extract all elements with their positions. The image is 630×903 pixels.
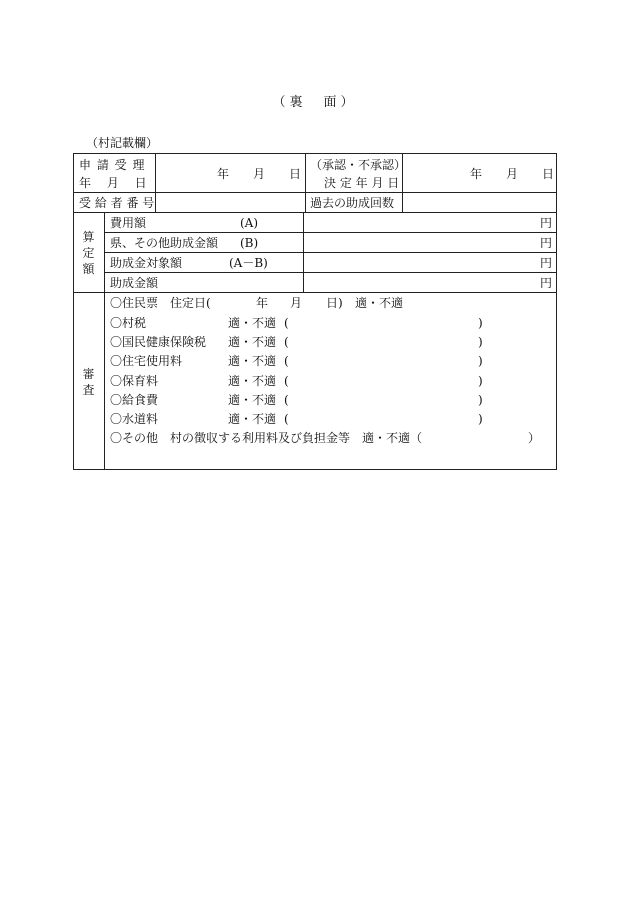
health-insurance-status[interactable]: 適・不適 (228, 335, 277, 349)
childcare-fee-open: ( (284, 374, 289, 388)
table-bottom-border (73, 469, 557, 470)
water-fee-open: ( (284, 412, 289, 426)
grant-amount-label: 助成金額 (110, 276, 159, 290)
application-received-date-label: 年 月 日 (79, 176, 147, 190)
health-insurance-open: ( (284, 335, 289, 349)
table-top-border (73, 153, 557, 154)
housing-fee-open: ( (284, 354, 289, 368)
grant-amount-unit: 円 (540, 276, 553, 290)
water-fee-close: ) (478, 412, 483, 426)
column-divider (104, 212, 105, 470)
housing-fee-close: ) (478, 354, 483, 368)
village-tax-close: ) (478, 316, 483, 330)
review-group-label (73, 366, 104, 398)
housing-fee-label: 〇住宅使用料 (110, 354, 183, 368)
other-grant-unit: 円 (540, 236, 553, 250)
row-divider (104, 272, 557, 273)
past-grant-count-label: 過去の助成回数 (310, 196, 395, 210)
section-label: （村記載欄） (86, 136, 159, 150)
calc-char: 額 (82, 262, 95, 277)
childcare-fee-close: ) (478, 374, 483, 388)
row-divider (73, 292, 557, 293)
other-fees-label: 〇その他 村の徴収する利用料及び負担金等 適・不適（ (110, 431, 423, 445)
column-divider (303, 212, 304, 292)
application-received-label: 申 請 受 理 (79, 158, 146, 172)
village-tax-open: ( (284, 316, 289, 330)
residence-year: 年 (256, 296, 269, 310)
cost-amount-label: 費用額 (110, 216, 147, 230)
other-grant-label: 県、その他助成金額 (110, 236, 219, 250)
calc-group-label (73, 229, 104, 278)
row-divider (73, 212, 557, 213)
page-title: （裏 面） (272, 95, 358, 110)
table-right-border (556, 153, 557, 470)
row-divider (104, 232, 557, 233)
row-divider (104, 252, 557, 253)
table-left-border (73, 153, 74, 470)
decision-date-label: 決 定 年 月 日 (324, 176, 400, 190)
village-tax-label: 〇村税 (110, 316, 147, 330)
residence-item-label: 〇住民票 住定日( (110, 296, 211, 310)
review-char: 査 (82, 383, 95, 398)
cost-amount-unit: 円 (540, 216, 553, 230)
lunch-fee-label: 〇給食費 (110, 393, 159, 407)
childcare-fee-status[interactable]: 適・不適 (228, 374, 277, 388)
water-fee-status[interactable]: 適・不適 (228, 412, 277, 426)
other-grant-code: (B) (240, 236, 259, 250)
column-divider (305, 153, 306, 212)
housing-fee-status[interactable]: 適・不適 (228, 354, 277, 368)
health-insurance-label: 〇国民健康保険税 (110, 335, 207, 349)
lunch-fee-close: ) (478, 393, 483, 407)
lunch-fee-open: ( (284, 393, 289, 407)
water-fee-label: 〇水道料 (110, 412, 159, 426)
eligible-amount-unit: 円 (540, 256, 553, 270)
village-tax-status[interactable]: 適・不適 (228, 316, 277, 330)
residence-day: 日) (326, 296, 343, 310)
childcare-fee-label: 〇保育料 (110, 374, 159, 388)
eligible-amount-code: (A－B) (229, 256, 268, 270)
review-char: 審 (82, 367, 95, 381)
residence-month: 月 (290, 296, 303, 310)
decision-date-field[interactable]: 年 月 日 (470, 167, 555, 181)
health-insurance-close: ) (478, 335, 483, 349)
column-divider (155, 153, 156, 212)
received-date-field[interactable]: 年 月 日 (217, 167, 302, 181)
residence-status[interactable]: 適・不適 (355, 296, 404, 310)
calc-char: 算 (82, 230, 95, 244)
lunch-fee-status[interactable]: 適・不適 (228, 393, 277, 407)
cost-amount-code: (A) (240, 216, 259, 230)
eligible-amount-label: 助成金対象額 (110, 256, 183, 270)
recipient-number-label: 受 給 者 番 号 (79, 196, 155, 210)
other-fees-close: ） (528, 431, 541, 445)
calc-char: 定 (82, 246, 95, 261)
row-divider (73, 192, 557, 193)
approval-status-label: （承認・不承認） (310, 158, 407, 172)
